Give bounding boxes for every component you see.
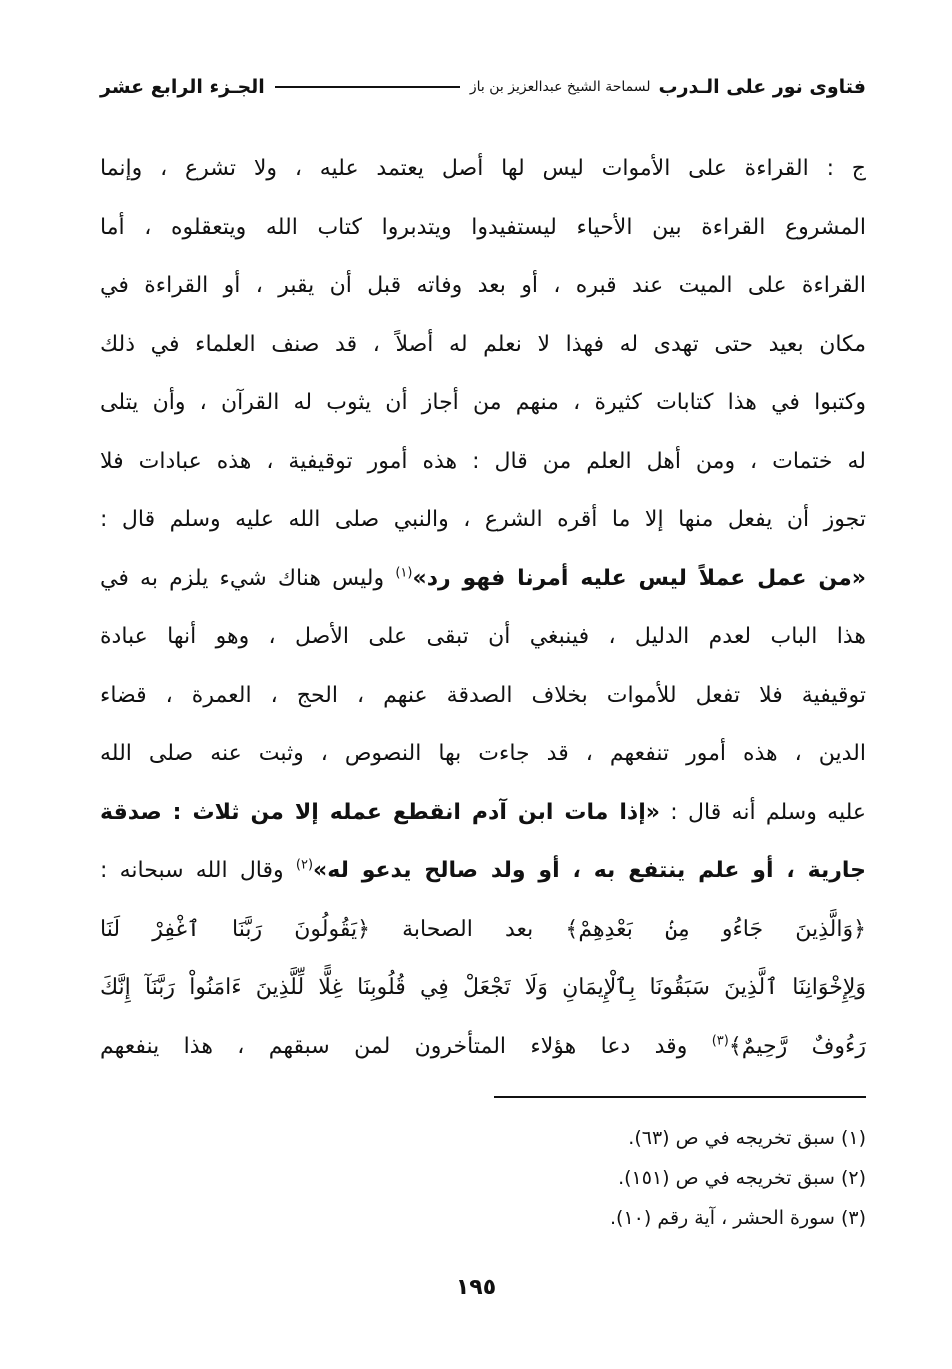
hadith-quote: «من عمل عملاً ليس عليه أمرنا فهو رد» xyxy=(412,565,866,591)
text-segment: وليس هناك شيء يلزم به في xyxy=(100,565,396,591)
text-segment: وقال الله سبحانه : xyxy=(100,858,296,883)
text-segment: ج : القراءة على الأموات ليس لها أصل يعتمد عليه ، ولا تشرع ، وإنما xyxy=(100,156,866,181)
fatwa-body-text xyxy=(100,140,866,1076)
text-line xyxy=(100,784,866,843)
text-segment: المشروع القراءة بين الأحياء ليستفيدوا ويتدبروا كتاب الله ويتعقلوه ، أما xyxy=(100,214,866,240)
page-number: ١٩٥ xyxy=(455,1275,497,1300)
text-line xyxy=(100,199,866,258)
quran-verse: ﴿وَالَّذِينَ جَاءُو مِنۢ بَعْدِهِمْ﴾ بعد الصحابة ﴿يَقُولُونَ رَبَّنَا ٱغْفِرْ لَنَا xyxy=(100,916,866,942)
text-segment: توقيفية فلا تفعل للأموات بخلاف الصدقة عنهم ، الحج ، العمرة ، قضاء xyxy=(100,682,866,708)
text-line xyxy=(100,433,866,492)
header-author: لسماحة الشيخ عبدالعزيز بن باز xyxy=(469,79,651,95)
text-segment: مكان بعيد حتى تهدى له فهذا لا نعلم له أصلاً ، قد صنف العلماء في ذلك xyxy=(100,331,866,357)
text-line xyxy=(100,667,866,726)
text-segment: تجوز أن يفعل منها إلا ما أقره الشرع ، والنبي صلى الله عليه وسلم قال : xyxy=(100,507,866,532)
text-segment: وكتبوا في هذا كتابات كثيرة ، منهم من أجاز أن يثوب له القرآن ، وأن يتلى xyxy=(100,390,866,415)
text-segment: وقد دعا هؤلاء المتأخرون لمن سبقهم ، هذا ينفعهم xyxy=(100,1033,712,1059)
header-book-title: فتاوى نور على الـدرب xyxy=(658,76,866,98)
text-segment: هذا الباب لعدم الدليل ، فينبغي أن تبقى على الأصل ، وهو أنها عبادة xyxy=(100,624,866,649)
footnote-reference: (٢) xyxy=(295,857,314,873)
footnote-2: (٢) سبق تخريجه في ص (١٥١). xyxy=(618,1167,866,1189)
quran-verse: رَءُوفٌ رَّحِيمٌ﴾ xyxy=(728,1033,866,1059)
hadith-quote: «إذا مات ابن آدم انقطع عمله إلا من ثلاث : صدقة xyxy=(100,799,660,825)
footnote-reference: (١) xyxy=(395,565,413,581)
text-line xyxy=(100,608,866,667)
header-rule xyxy=(275,86,460,88)
text-line xyxy=(100,140,866,199)
running-header xyxy=(100,72,866,102)
text-segment: عليه وسلم أنه قال : xyxy=(659,799,866,825)
footnote-3: (٣) سورة الحشر ، آية رقم (١٠). xyxy=(610,1207,866,1229)
text-line xyxy=(100,374,866,433)
text-segment: الدين ، هذه أمور تنفعهم ، قد جاءت بها النصوص ، وثبت عنه صلى الله xyxy=(100,741,866,766)
quran-verse: وَلِإِخْوَانِنَا ٱلَّذِينَ سَبَقُونَا بِٱلْإِيمَانِ وَلَا تَجْعَلْ فِي قُلُوبِنَا غِلًّا لِّلَّذِينَ ءَامَنُواْ رَبَّنَآ إِنَّكَ xyxy=(100,975,866,1000)
text-line xyxy=(100,257,866,316)
text-line xyxy=(100,959,866,1018)
text-line xyxy=(100,725,866,784)
text-line xyxy=(100,1018,866,1077)
text-line xyxy=(100,550,866,609)
text-line xyxy=(100,901,866,960)
header-book-info xyxy=(470,76,866,98)
footnotes xyxy=(300,1118,866,1238)
text-line xyxy=(100,842,866,901)
footnote-separator xyxy=(494,1096,866,1098)
text-line xyxy=(100,491,866,550)
text-segment: له ختمات ، ومن أهل العلم من قال : هذه أمور توقيفية ، هذه عبادات فلا xyxy=(100,448,866,474)
text-segment: القراءة على الميت عند قبره ، أو بعد وفاته قبل أن يقبر ، أو القراءة في xyxy=(100,273,866,298)
footnote-reference: (٣) xyxy=(711,1033,729,1049)
text-line xyxy=(100,316,866,375)
header-volume: الجـزء الرابع عشر xyxy=(100,76,265,98)
hadith-quote: جارية ، أو علم ينتفع به ، أو ولد صالح يدعو له» xyxy=(313,858,866,883)
footnote-1: (١) سبق تخريجه في ص (٦٣). xyxy=(628,1127,866,1149)
